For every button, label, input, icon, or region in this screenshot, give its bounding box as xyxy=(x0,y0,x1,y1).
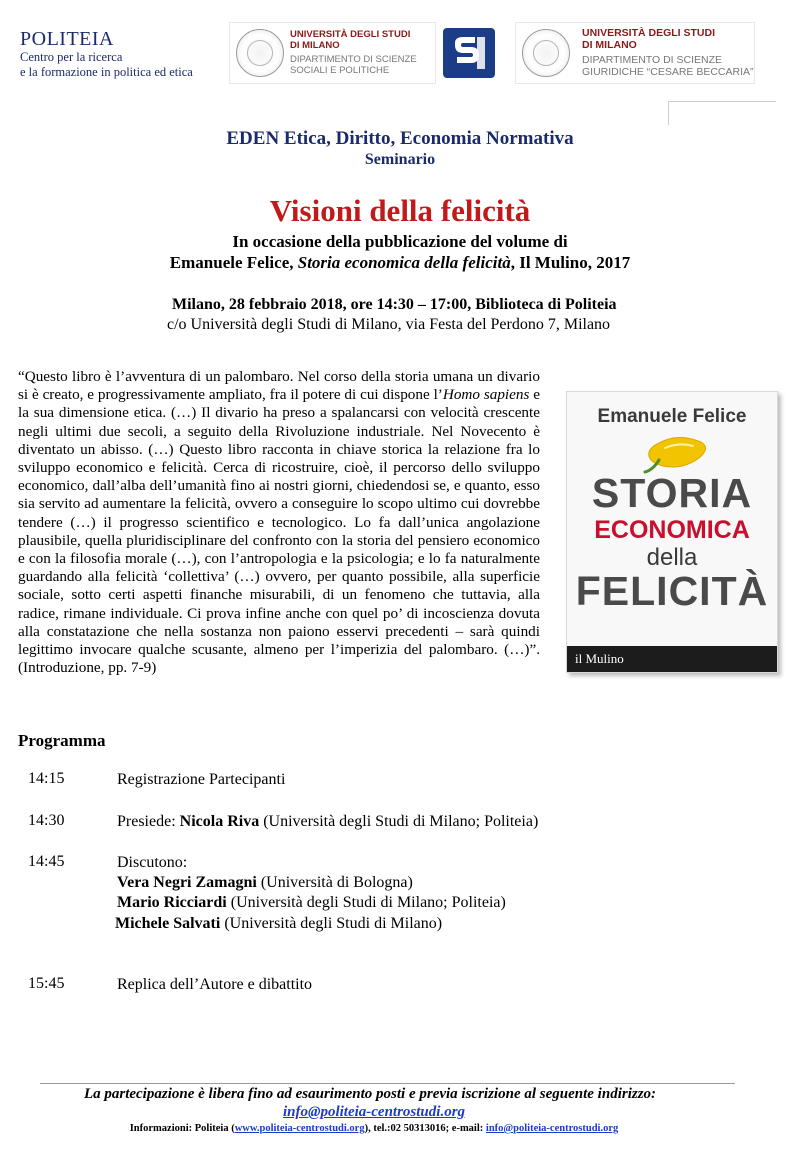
cover-author: Emanuele Felice xyxy=(597,406,747,427)
cover-title-line3: della xyxy=(646,544,698,571)
venue-line: c/o Università degli Studi di Milano, via Festa del Perdono 7, Milano xyxy=(167,316,611,333)
series-title: EDEN Etica, Diritto, Economia Normativa xyxy=(226,128,574,149)
discussant-name: Michele Salvati xyxy=(115,915,221,932)
cover-publisher: il Mulino xyxy=(575,651,624,666)
politeia-subtitle-1: Centro per la ricerca xyxy=(20,50,123,64)
book-publisher: , Il Mulino, 2017 xyxy=(510,253,631,272)
book-author: Emanuele Felice, xyxy=(169,253,298,272)
cover-title-line2: ECONOMICA xyxy=(594,516,750,544)
program-time: 14:15 xyxy=(28,770,65,787)
decorative-rule xyxy=(668,101,776,102)
uni-title-line1: UNIVERSITÀ DEGLI STUDI xyxy=(582,27,716,39)
program-heading: Programma xyxy=(18,731,106,750)
quote-italic: Homo sapiens xyxy=(442,386,530,404)
page-title: Visioni della felicità xyxy=(269,193,531,228)
contact-info xyxy=(0,1123,748,1134)
footer-divider xyxy=(40,1083,735,1084)
program-item: Discutono: xyxy=(117,854,188,871)
cover-title-line1: STORIA xyxy=(591,470,753,516)
book-line xyxy=(0,253,800,273)
politeia-name: POLITEIA xyxy=(20,28,114,50)
book-quote xyxy=(18,368,540,677)
program-time: 14:30 xyxy=(28,812,65,829)
university-seal-icon xyxy=(522,29,570,77)
quote-part-2: e la sua dimensione etica. (…) Il divario ha preso a spalancarsi con velocità crescente negli ultimi due secoli, a seguito della Rivoluzione industriale. Nel Novecento è diventato un abisso. (…) Questo libro racconta in chiave storica la relazione fra lo sviluppo economico e felicità. Cerca di ricostruire, cioè, il percorso dello sviluppo economico, dall’alba dell’umanità fino ai nostri giorni, chiedendosi se, e quanto, esso sia servito ad aumentare la felicità, ovvero a conseguire lo scopo ultimo cui dovrebbe tendere (…) il progresso scientifico e tecnologico. Lo fa dall’unica angolazione plausibile, quella pluridisciplinare del confronto con la storia del pensiero economico e con la filosofia morale (…), con l’antropologia e la psicologia; e lo fa naturalmente guardando alla felicità ‘collettiva’ (…) ovvero, per quanto possibile, alla superficie sociale, sotto certi aspetti finanche misurabili, di un fenomeno che tuttavia, alla radice, rimane individuale. Ci prova infine anche con quel po’ di incoscienza dovuta alla constatazione che nella sostanza non paiono esservi precedenti – sarà quindi legittimo invocare qualche scusante, almeno per l’imperizia del palombaro. (…)”. (Introduzione, pp. 7-9) xyxy=(18,386,540,677)
discussant-affiliation: (Università di Bologna) xyxy=(256,874,413,891)
discussant-name: Mario Ricciardi xyxy=(117,894,227,911)
discussant-affiliation: (Università degli Studi di Milano; Politeia) xyxy=(226,894,506,911)
unimi-social-logo xyxy=(229,22,436,84)
program-time: 15:45 xyxy=(28,975,65,992)
event-type: Seminario xyxy=(364,151,436,168)
discussant xyxy=(115,914,442,934)
university-seal-icon xyxy=(236,29,284,77)
uni-title-line2: DI MILANO xyxy=(290,40,340,51)
program-item: Registrazione Partecipanti xyxy=(117,771,286,788)
unimi-law-logo xyxy=(515,22,755,84)
cover-publisher-band xyxy=(567,646,777,672)
program-item: Replica dell’Autore e dibattito xyxy=(117,976,313,993)
registration-note: La partecipazione è libera fino ad esaurimento posti e previa iscrizione al seguente indirizzo: xyxy=(83,1086,657,1102)
chair-name: Nicola Riva xyxy=(179,813,260,830)
chair-affiliation: (Università degli Studi di Milano; Politeia) xyxy=(259,813,539,830)
program-item xyxy=(117,812,538,832)
politeia-subtitle-2: e la formazione in politica ed etica xyxy=(20,65,193,79)
discussant xyxy=(117,873,413,893)
sps-logo-icon xyxy=(443,28,495,78)
dept-line1: DIPARTIMENTO DI SCIENZE xyxy=(290,54,417,65)
book-cover xyxy=(566,391,778,673)
dept-line1: DIPARTIMENTO DI SCIENZE xyxy=(582,54,723,66)
website-link[interactable]: www.politeia-centrostudi.org xyxy=(234,1123,365,1134)
politeia-logo xyxy=(20,28,220,80)
quote-part-1: “Questo libro è l’avventura di un palombaro. Nel corso della storia umana un divario si è creato, e progressivamente ampliato, fra il potere di cui dispone l’ xyxy=(18,368,540,404)
registration-email-link[interactable]: info@politeia-centrostudi.org xyxy=(282,1104,466,1120)
discussant xyxy=(117,893,506,913)
info-phone: ), tel.:02 50313016; e-mail: xyxy=(364,1123,486,1134)
uni-title-line2: DI MILANO xyxy=(582,39,637,51)
cover-title-line4: FELICITÀ xyxy=(575,568,769,614)
dept-line2: GIURIDICHE “CESARE BECCARIA” xyxy=(582,66,754,78)
uni-title-line1: UNIVERSITÀ DEGLI STUDI xyxy=(290,29,411,40)
decorative-rule xyxy=(668,101,669,125)
program-time: 14:45 xyxy=(28,853,65,870)
date-line: Milano, 28 febbraio 2018, ore 14:30 – 17:00, Biblioteca di Politeia xyxy=(172,296,617,313)
book-title: Storia economica della felicità xyxy=(297,253,511,272)
contact-email-link[interactable]: info@politeia-centrostudi.org xyxy=(485,1123,619,1134)
occasion-line: In occasione della pubblicazione del volume di xyxy=(232,232,568,251)
pepper-icon xyxy=(629,432,719,474)
chair-prefix: Presiede: xyxy=(117,813,180,830)
dept-line2: SOCIALI E POLITICHE xyxy=(290,65,390,76)
discussant-affiliation: (Università degli Studi di Milano) xyxy=(220,915,443,932)
discussant-name: Vera Negri Zamagni xyxy=(117,874,257,891)
info-prefix: Informazioni: Politeia ( xyxy=(129,1123,235,1134)
